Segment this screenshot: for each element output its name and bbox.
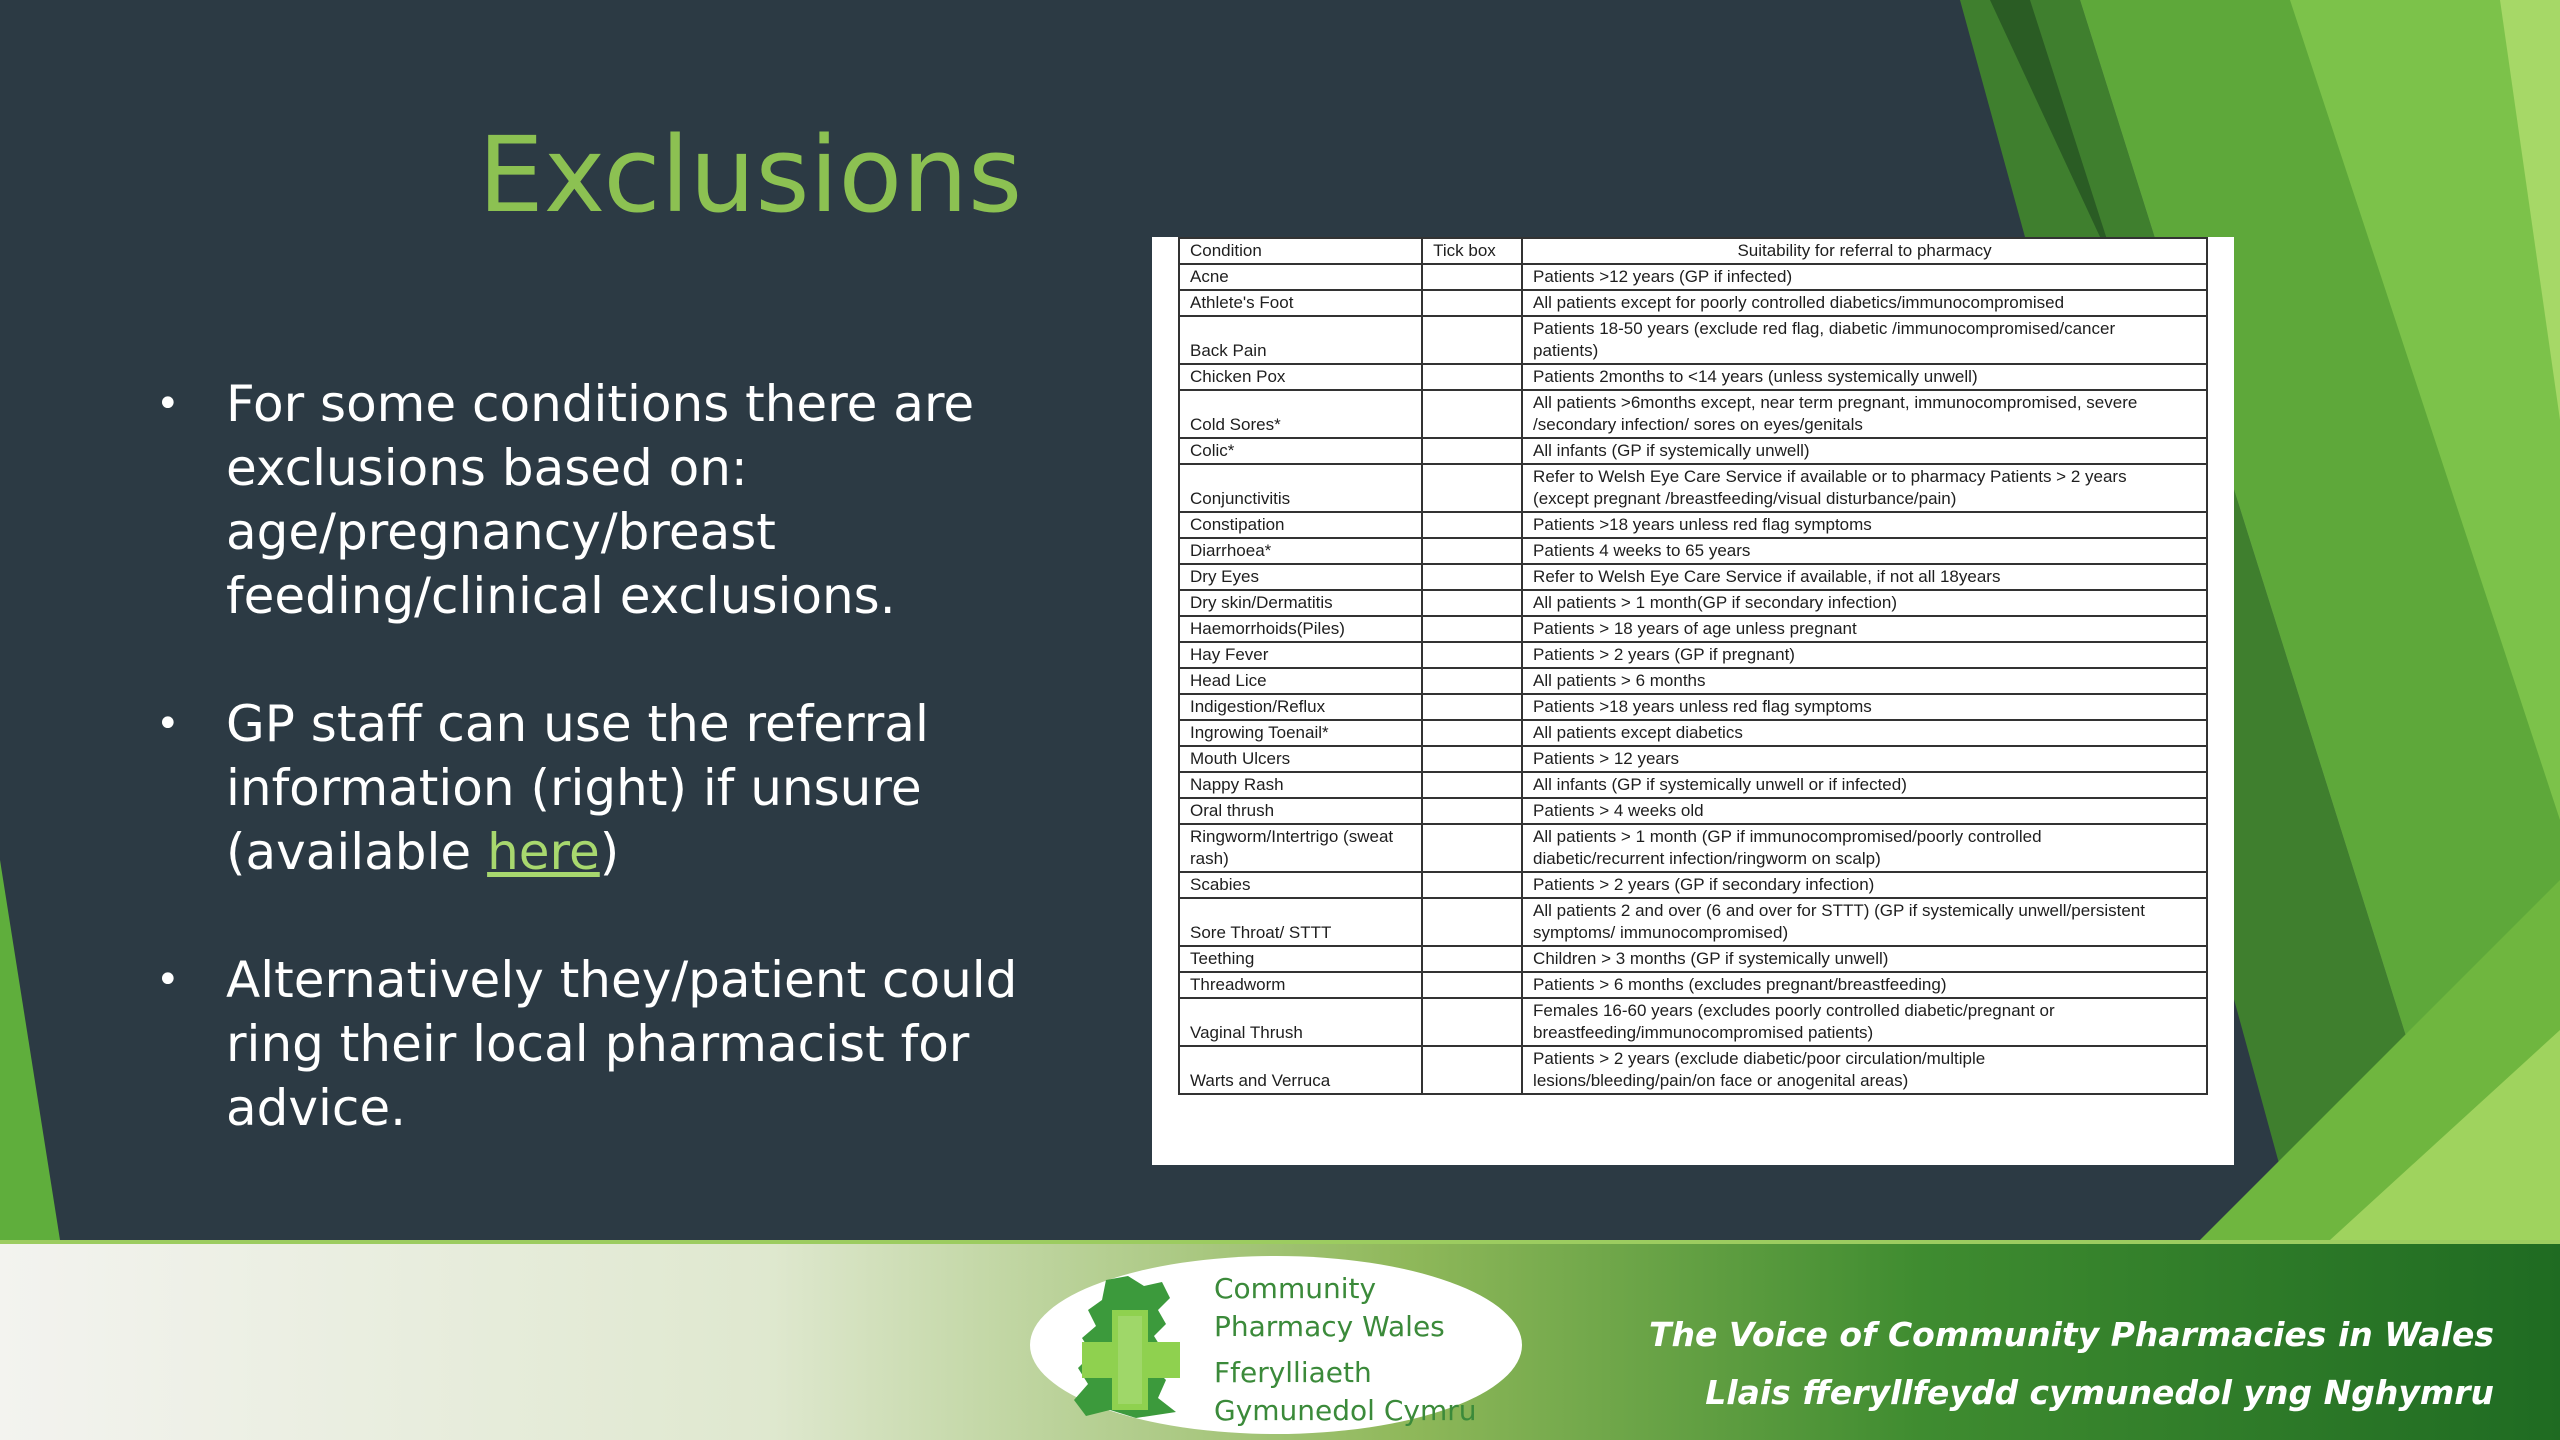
suitability-line: Children > 3 months (GP if systemically unwell)	[1533, 949, 1889, 968]
condition-cell: Constipation	[1179, 512, 1422, 538]
condition-cell: Hay Fever	[1179, 642, 1422, 668]
condition-cell: Colic*	[1179, 438, 1422, 464]
tick-box-cell[interactable]	[1422, 642, 1522, 668]
table-row	[1179, 998, 2207, 1046]
condition-cell: Acne	[1179, 264, 1422, 290]
suitability-cell	[1522, 364, 2207, 390]
tick-box-cell[interactable]	[1422, 512, 1522, 538]
suitability-line: diabetic/recurrent infection/ringworm on scalp)	[1533, 849, 1881, 868]
condition-cell: Back Pain	[1179, 316, 1422, 364]
header-tick-box: Tick box	[1422, 238, 1522, 264]
suitability-line: /secondary infection/ sores on eyes/genitals	[1533, 415, 1863, 434]
suitability-line: All patients except for poorly controlled diabetics/immunocompromised	[1533, 293, 2065, 312]
suitability-line: (except pregnant /breastfeeding/visual disturbance/pain)	[1533, 489, 1957, 508]
tick-box-cell[interactable]	[1422, 694, 1522, 720]
suitability-cell	[1522, 564, 2207, 590]
tick-box-cell[interactable]	[1422, 972, 1522, 998]
condition-cell: Conjunctivitis	[1179, 464, 1422, 512]
header-suitability: Suitability for referral to pharmacy	[1522, 238, 2207, 264]
suitability-line: breastfeeding/immunocompromised patients)	[1533, 1023, 1874, 1042]
bullet-line: age/pregnancy/breast	[226, 503, 776, 561]
suitability-line: Patients > 2 years (exclude diabetic/poor circulation/multiple	[1533, 1049, 1986, 1068]
bullet-line: feeding/clinical exclusions.	[226, 567, 896, 625]
suitability-cell	[1522, 616, 2207, 642]
condition-cell: Ingrowing Toenail*	[1179, 720, 1422, 746]
tick-box-cell[interactable]	[1422, 946, 1522, 972]
condition-cell: Chicken Pox	[1179, 364, 1422, 390]
condition-cell: Nappy Rash	[1179, 772, 1422, 798]
cpw-logo	[1030, 1256, 1522, 1434]
suitability-line: Patients >12 years (GP if infected)	[1533, 267, 1793, 286]
tick-box-cell[interactable]	[1422, 564, 1522, 590]
suitability-line: Refer to Welsh Eye Care Service if available, if not all 18years	[1533, 567, 2001, 586]
table-row	[1179, 642, 2207, 668]
bullet-item-exclusions	[150, 372, 1050, 628]
table-row	[1179, 972, 2207, 998]
table-row	[1179, 390, 2207, 438]
tick-box-cell[interactable]	[1422, 872, 1522, 898]
table-row	[1179, 946, 2207, 972]
table-row	[1179, 264, 2207, 290]
logo-text	[1214, 1270, 1477, 1430]
suitability-cell	[1522, 720, 2207, 746]
suitability-cell	[1522, 290, 2207, 316]
condition-cell: Vaginal Thrush	[1179, 998, 1422, 1046]
tick-box-cell[interactable]	[1422, 772, 1522, 798]
bullet-dot-icon: •	[156, 381, 180, 427]
suitability-line: patients)	[1533, 341, 1599, 360]
suitability-line: Patients >18 years unless red flag symptoms	[1533, 515, 1872, 534]
suitability-cell	[1522, 264, 2207, 290]
suitability-cell	[1522, 438, 2207, 464]
suitability-cell	[1522, 872, 2207, 898]
tick-box-cell[interactable]	[1422, 746, 1522, 772]
table-row	[1179, 538, 2207, 564]
condition-cell: Warts and Verruca	[1179, 1046, 1422, 1094]
suitability-cell	[1522, 642, 2207, 668]
condition-cell: Indigestion/Reflux	[1179, 694, 1422, 720]
bullet-line: exclusions based on:	[226, 439, 748, 497]
tick-box-cell[interactable]	[1422, 798, 1522, 824]
condition-cell: Threadworm	[1179, 972, 1422, 998]
table-row	[1179, 364, 2207, 390]
condition-cell: Diarrhoea*	[1179, 538, 1422, 564]
table-row	[1179, 694, 2207, 720]
bullet-list	[150, 372, 1050, 1204]
link-prefix: (available	[226, 823, 488, 881]
table-row	[1179, 564, 2207, 590]
tick-box-cell[interactable]	[1422, 616, 1522, 642]
slide-title: Exclusions	[478, 114, 1023, 236]
tick-box-cell[interactable]	[1422, 1046, 1522, 1094]
tick-box-cell[interactable]	[1422, 668, 1522, 694]
suitability-line: All patients > 1 month(GP if secondary infection)	[1533, 593, 1898, 612]
suitability-cell	[1522, 668, 2207, 694]
suitability-line: Patients 18-50 years (exclude red flag, diabetic /immunocompromised/cancer	[1533, 319, 2116, 338]
condition-cell: Head Lice	[1179, 668, 1422, 694]
table-row	[1179, 746, 2207, 772]
suitability-cell	[1522, 512, 2207, 538]
table-row	[1179, 798, 2207, 824]
logo-line: Pharmacy Wales	[1214, 1310, 1445, 1343]
table-row	[1179, 616, 2207, 642]
tick-box-cell[interactable]	[1422, 720, 1522, 746]
table-row	[1179, 898, 2207, 946]
suitability-line: All patients except diabetics	[1533, 723, 1743, 742]
table-row	[1179, 464, 2207, 512]
bullet-dot-icon: •	[156, 957, 180, 1003]
table-row	[1179, 872, 2207, 898]
tagline-welsh: Llais fferyllfeydd cymunedol yng Nghymru	[1705, 1373, 2494, 1412]
tick-box-cell[interactable]	[1422, 464, 1522, 512]
suitability-line: lesions/bleeding/pain/on face or anogenital areas)	[1533, 1071, 1909, 1090]
tick-box-cell[interactable]	[1422, 390, 1522, 438]
bullet-line: GP staff can use the referral	[226, 695, 929, 753]
suitability-line: All infants (GP if systemically unwell)	[1533, 441, 1810, 460]
suitability-line: Patients > 18 years of age unless pregnant	[1533, 619, 1857, 638]
suitability-line: Patients > 2 years (GP if secondary infection)	[1533, 875, 1875, 894]
tick-box-cell[interactable]	[1422, 364, 1522, 390]
table-row	[1179, 668, 2207, 694]
tick-box-cell[interactable]	[1422, 590, 1522, 616]
suitability-cell	[1522, 824, 2207, 872]
table-row	[1179, 824, 2207, 872]
referral-table-image	[1152, 237, 2234, 1165]
bullet-line: advice.	[226, 1079, 407, 1137]
suitability-line: Patients >18 years unless red flag symptoms	[1533, 697, 1872, 716]
bullet-line: ring their local pharmacist for	[226, 1015, 970, 1073]
bullet-line: Alternatively they/patient could	[226, 951, 1018, 1009]
logo-line: Gymunedol Cymru	[1214, 1394, 1477, 1427]
suitability-cell	[1522, 746, 2207, 772]
table-row	[1179, 590, 2207, 616]
suitability-cell	[1522, 998, 2207, 1046]
condition-cell: Teething	[1179, 946, 1422, 972]
condition-cell: Sore Throat/ STTT	[1179, 898, 1422, 946]
footer-tagline	[1649, 1306, 2494, 1422]
tick-box-cell[interactable]	[1422, 824, 1522, 872]
tick-box-cell[interactable]	[1422, 438, 1522, 464]
suitability-line: All patients >6months except, near term pregnant, immunocompromised, severe	[1533, 393, 2138, 412]
suitability-line: All patients > 6 months	[1533, 671, 1706, 690]
here-link[interactable]: here	[487, 823, 600, 881]
suitability-cell	[1522, 946, 2207, 972]
wales-map-cross-icon	[1066, 1272, 1206, 1422]
table-row	[1179, 720, 2207, 746]
condition-cell: Dry Eyes	[1179, 564, 1422, 590]
bullet-item-referral-info	[150, 692, 1050, 884]
suitability-cell	[1522, 972, 2207, 998]
link-suffix: )	[599, 823, 620, 881]
suitability-line: Refer to Welsh Eye Care Service if available or to pharmacy Patients > 2 years	[1533, 467, 2127, 486]
condition-cell: Dry skin/Dermatitis	[1179, 590, 1422, 616]
suitability-line: All infants (GP if systemically unwell or if infected)	[1533, 775, 1907, 794]
table-row	[1179, 772, 2207, 798]
suitability-line: Patients > 12 years	[1533, 749, 1680, 768]
bullet-line-with-link	[226, 820, 1050, 884]
table-header-row	[1179, 238, 2207, 264]
suitability-line: symptoms/ immunocompromised)	[1533, 923, 1789, 942]
suitability-cell	[1522, 390, 2207, 438]
tick-box-cell[interactable]	[1422, 316, 1522, 364]
condition-cell: Mouth Ulcers	[1179, 746, 1422, 772]
bullet-line: For some conditions there are	[226, 375, 975, 433]
condition-cell: Haemorrhoids(Piles)	[1179, 616, 1422, 642]
condition-cell: Athlete's Foot	[1179, 290, 1422, 316]
condition-cell: Cold Sores*	[1179, 390, 1422, 438]
condition-cell: Oral thrush	[1179, 798, 1422, 824]
suitability-line: All patients > 1 month (GP if immunocompromised/poorly controlled	[1533, 827, 2042, 846]
tick-box-cell[interactable]	[1422, 538, 1522, 564]
condition-cell: Ringworm/Intertrigo (sweat rash)	[1179, 824, 1422, 872]
table-row	[1179, 316, 2207, 364]
table-row	[1179, 438, 2207, 464]
suitability-line: Patients 2months to <14 years (unless systemically unwell)	[1533, 367, 1978, 386]
condition-cell: Scabies	[1179, 872, 1422, 898]
header-condition: Condition	[1179, 238, 1422, 264]
suitability-cell	[1522, 538, 2207, 564]
tagline-english: The Voice of Community Pharmacies in Wales	[1649, 1315, 2494, 1354]
tick-box-cell[interactable]	[1422, 290, 1522, 316]
table-row	[1179, 1046, 2207, 1094]
bullet-line: information (right) if unsure	[226, 759, 922, 817]
tick-box-cell[interactable]	[1422, 898, 1522, 946]
suitability-line: Females 16-60 years (excludes poorly controlled diabetic/pregnant or	[1533, 1001, 2055, 1020]
referral-table	[1178, 237, 2208, 1095]
tick-box-cell[interactable]	[1422, 998, 1522, 1046]
bullet-dot-icon: •	[156, 701, 180, 747]
suitability-cell	[1522, 694, 2207, 720]
tick-box-cell[interactable]	[1422, 264, 1522, 290]
footer-banner	[0, 1240, 2560, 1440]
suitability-line: Patients > 4 weeks old	[1533, 801, 1704, 820]
suitability-cell	[1522, 772, 2207, 798]
suitability-cell	[1522, 1046, 2207, 1094]
suitability-cell	[1522, 316, 2207, 364]
suitability-cell	[1522, 464, 2207, 512]
logo-line: Community	[1214, 1272, 1377, 1305]
suitability-cell	[1522, 898, 2207, 946]
table-row	[1179, 290, 2207, 316]
suitability-line: Patients > 2 years (GP if pregnant)	[1533, 645, 1795, 664]
suitability-line: Patients 4 weeks to 65 years	[1533, 541, 1751, 560]
logo-line: Fferylliaeth	[1214, 1356, 1372, 1389]
table-row	[1179, 512, 2207, 538]
bullet-item-pharmacist	[150, 948, 1050, 1140]
suitability-cell	[1522, 590, 2207, 616]
suitability-line: Patients > 6 months (excludes pregnant/breastfeeding)	[1533, 975, 1947, 994]
suitability-cell	[1522, 798, 2207, 824]
suitability-line: All patients 2 and over (6 and over for STTT) (GP if systemically unwell/persistent	[1533, 901, 2145, 920]
